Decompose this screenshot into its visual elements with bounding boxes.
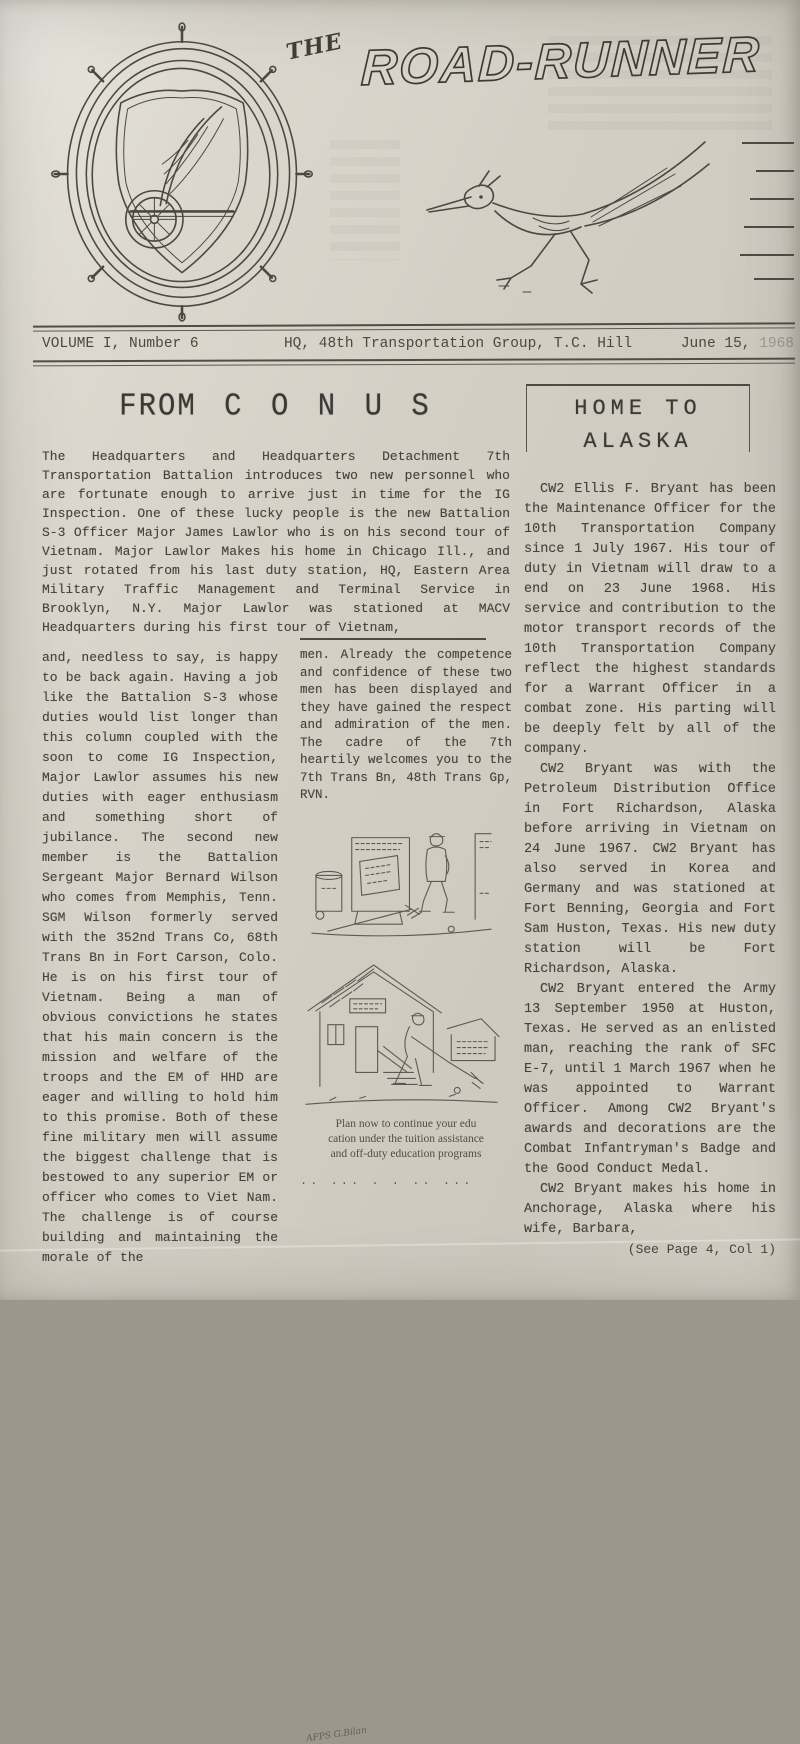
issue-date-month-day: June 15, (680, 336, 751, 352)
issue-date-year: 1968 (759, 336, 794, 352)
issue-line (42, 336, 794, 352)
cartoon-caption (300, 1117, 512, 1162)
title-line-1: HOME TO (574, 396, 702, 421)
caption-line: Plan now to continue your edu (335, 1117, 477, 1130)
bleed-through-artifact (330, 140, 400, 260)
alaska-paragraph-3: CW2 Bryant entered the Army 13 September 1950 at Huston, Texas. He served as an enlisted man, reaching the rank of SFC E-7, until 1 March 1967 when he was appointed to Warrant Officer. Among CW2 Bryant's awards and decorations are the Combat Infantryman's Badge and the Good Conduct Medal. (524, 982, 776, 1177)
caption-line: and off-duty education programs (330, 1147, 482, 1160)
article-title-from-conus: FROM C O N U S (119, 388, 431, 425)
issue-date (644, 336, 794, 352)
article-title-home-to-alaska (526, 384, 750, 452)
cartoonist-signature: AFPS G.Bilan (305, 1725, 368, 1744)
home-to-alaska-column (524, 384, 776, 1257)
volume-number: VOLUME I, Number 6 (42, 336, 199, 352)
title-line-2: ALASKA (583, 429, 693, 454)
from-conus-left-column: and, needless to say, is happy to be back again. Having a job like the Battalion S-3 whose duties would list longer than this column coupled with the soon to come IG Inspection, Major Lawlor assumes his new duties with eager enthusiasm and something short of jubilance. The second new member is the Battalion Sergeant Major Bernard Wilson who comes from Memphis, Tenn. SGM Wilson formerly served with the 352nd Trans Co, 68th Trans Bn in Fort Carson, Colo. He is on his first tour of Vietnam. Being a man of obvious convictions he states that his main concern is the mission and welfare of the troops and the EM of HHD are eager and willing to hold him to this promise. Both of these fine military men will assume the biggest challenge that is bestowed to any superior EM or officer who comes to Viet Nam. The challenge is of course building and maintaining the morale of the (42, 650, 278, 1265)
typed-dots-row: .. ... . . .. ... (300, 1173, 474, 1188)
from-conus-intro-paragraph: The Headquarters and Headquarters Detachment 7th Transportation Battalion introduces two new personnel who are fortunate enough to arrive just in time for the IG Inspection. One of these lucky people is the new Battalion S-3 Officer Major James Lawlor who is on his second tour of Vietnam. Major Lawlor Makes his home in Chicago Ill., and just rotated from his last duty station, HQ, Eastern Area Military Traffic Management and Terminal Service in Brooklyn, N.Y. Major Lawlor was stationed at MACV Headquarters during his first tour of Vietnam, (42, 449, 510, 635)
alaska-paragraph-4: CW2 Bryant makes his home in Anchorage, Alaska where his wife, Barbara, (524, 1182, 776, 1237)
caption-line: cation under the tuition assistance (328, 1132, 484, 1145)
from-conus-middle-paragraph: men. Already the competence and confidence of these two men has been displayed and they have gained the respect and admiration of the men. The cadre of the 7th heartily welcomes you to the 7th Trans Bn, 48th Trans Gp, RVN. (300, 648, 512, 802)
header-rule-top (33, 322, 795, 331)
continuation-note: (See Page 4, Col 1) (627, 1242, 776, 1257)
column-continuation-rule (300, 638, 486, 640)
alaska-paragraph-2: CW2 Bryant was with the Petroleum Distribution Office in Fort Richardson, Alaska before arriving in Vietnam on 24 June 1967. CW2 Bryant has also served in Korea and Germany and was stationed at Fort Benning, Georgia and Fort Sam Huston, Texas. His new duty station will be Fort Richardson, Alaska. (524, 762, 776, 977)
education-cartoon (300, 815, 504, 1115)
masthead-the: THE (283, 28, 346, 66)
header-rule-bottom (33, 358, 795, 367)
masthead-title: ROAD-RUNNER (360, 25, 762, 97)
from-conus-middle-column (300, 638, 512, 1744)
speed-lines (732, 140, 794, 298)
organization-name: HQ, 48th Transportation Group, T.C. Hill (283, 336, 633, 352)
transportation-corps-wheel-emblem (50, 24, 315, 320)
roadrunner-drawing (412, 126, 724, 306)
alaska-paragraph-1: CW2 Ellis F. Bryant has been the Maintenance Officer for the 10th Transportation Company since 1 July 1967. His tour of duty in Vietnam will draw to a end on 23 June 1968. His service and contribution to the motor transport records of the 10th Transportation Company reflect the highest standards for a Warrant Officer in a combat zone. His parting will be deeply felt by all of the company. (524, 482, 776, 757)
